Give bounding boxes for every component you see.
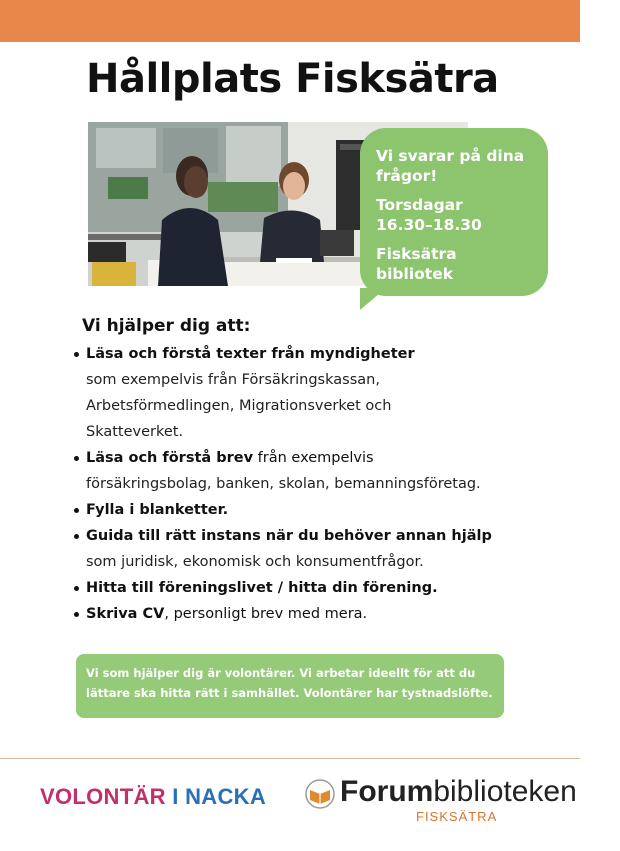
footer-divider bbox=[0, 758, 580, 759]
help-item-sub: som juridisk, ekonomisk och konsumentfrågor. bbox=[86, 554, 424, 570]
forumbiblioteken-book-icon bbox=[304, 778, 336, 810]
bubble-time: 16.30–18.30 bbox=[376, 216, 482, 234]
logo-nacka-text: I NACKA bbox=[172, 784, 267, 809]
help-item-bold: Guida till rätt instans när du behöver annan hjälp bbox=[86, 528, 492, 544]
help-item-sub: försäkringsbolag, banken, skolan, bemanningsföretag. bbox=[86, 476, 481, 492]
help-item-bold: Skriva CV bbox=[86, 606, 165, 622]
help-heading: Vi hjälper dig att: bbox=[82, 316, 251, 336]
page-title: Hållplats Fisksätra bbox=[86, 56, 499, 102]
logo-forum-text: Forum bbox=[340, 775, 434, 808]
help-item-bold: Fylla i blanketter. bbox=[86, 502, 229, 518]
help-list bbox=[74, 341, 574, 627]
help-item bbox=[74, 523, 574, 575]
logo-biblioteken-text: biblioteken bbox=[433, 775, 577, 808]
bubble-place: Fisksätra bibliotek bbox=[376, 245, 457, 283]
help-item-rest: , personligt brev med mera. bbox=[164, 606, 368, 622]
help-item-bold: Läsa och förstå brev bbox=[86, 450, 254, 466]
top-accent-bar bbox=[0, 0, 580, 42]
help-item bbox=[74, 601, 574, 627]
help-item-sub: Arbetsförmedlingen, Migrationsverket och bbox=[86, 398, 392, 414]
help-item-bold: Hitta till föreningslivet / hitta din förening. bbox=[86, 580, 438, 596]
logo-volontar-text: VOLONTÄR bbox=[40, 784, 166, 809]
speech-bubble-schedule bbox=[360, 128, 548, 296]
logo-fisksatra-text: FISKSÄTRA bbox=[416, 809, 498, 824]
bubble-line-2: frågor! bbox=[376, 167, 438, 185]
help-item-sub: som exempelvis från Försäkringskassan, bbox=[86, 372, 380, 388]
help-item bbox=[74, 575, 574, 601]
help-item-sub: Skatteverket. bbox=[86, 424, 184, 440]
help-item-bold: Läsa och förstå texter från myndigheter bbox=[86, 346, 415, 362]
bubble-line-1: Vi svarar på dina bbox=[376, 147, 525, 165]
forumbiblioteken-logo bbox=[340, 776, 577, 808]
help-item bbox=[74, 445, 574, 497]
note-line-2: lättare ska hitta rätt i samhället. Volontärer har tystnadslöfte. bbox=[86, 686, 493, 700]
note-line-1: Vi som hjälper dig är volontärer. Vi arbetar ideellt för att du bbox=[86, 666, 476, 680]
help-item-rest: från exempelvis bbox=[253, 450, 374, 466]
volontar-i-nacka-logo bbox=[40, 784, 266, 810]
help-item bbox=[74, 497, 574, 523]
help-item bbox=[74, 341, 574, 445]
bubble-day: Torsdagar bbox=[376, 196, 463, 214]
speech-bubble-tail bbox=[360, 288, 386, 310]
volunteer-note bbox=[76, 654, 504, 718]
